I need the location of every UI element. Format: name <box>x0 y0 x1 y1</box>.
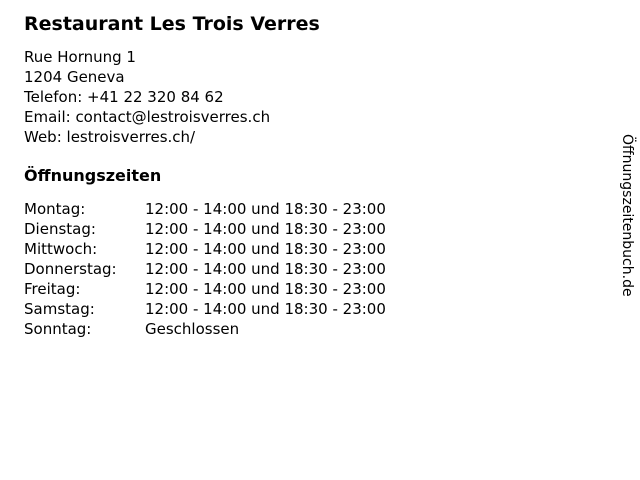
address-email: Email: contact@lestroisverres.ch <box>24 108 271 126</box>
address-phone: Telefon: +41 22 320 84 62 <box>24 88 224 106</box>
hours-value: 12:00 - 14:00 und 18:30 - 23:00 <box>145 220 386 238</box>
page-title: Restaurant Les Trois Verres <box>24 13 320 35</box>
address-block <box>24 47 600 147</box>
day-label: Samstag: <box>24 300 95 318</box>
day-label: Freitag: <box>24 280 81 298</box>
hours-row-friday <box>24 279 600 299</box>
hours-row-thursday <box>24 259 600 279</box>
hours-value: 12:00 - 14:00 und 18:30 - 23:00 <box>145 300 386 318</box>
hours-table <box>24 199 600 339</box>
hours-value: 12:00 - 14:00 und 18:30 - 23:00 <box>145 280 386 298</box>
hours-row-wednesday <box>24 239 600 259</box>
day-label: Mittwoch: <box>24 240 98 258</box>
hours-row-sunday <box>24 319 600 339</box>
hours-value: 12:00 - 14:00 und 18:30 - 23:00 <box>145 260 386 278</box>
day-label: Sonntag: <box>24 320 92 338</box>
address-city: 1204 Geneva <box>24 68 125 86</box>
hours-row-saturday <box>24 299 600 319</box>
hours-row-monday <box>24 199 600 219</box>
address-street: Rue Hornung 1 <box>24 48 136 66</box>
hours-row-tuesday <box>24 219 600 239</box>
day-label: Dienstag: <box>24 220 96 238</box>
address-web: Web: lestroisverres.ch/ <box>24 128 196 146</box>
day-label: Montag: <box>24 200 86 218</box>
hours-value: 12:00 - 14:00 und 18:30 - 23:00 <box>145 240 386 258</box>
hours-value: Geschlossen <box>145 320 240 338</box>
watermark-link[interactable]: Öffnungszeitenbuch.de <box>619 134 635 297</box>
day-label: Donnerstag: <box>24 260 117 278</box>
hours-value: 12:00 - 14:00 und 18:30 - 23:00 <box>145 200 386 218</box>
hours-heading: Öffnungszeiten <box>24 166 162 185</box>
